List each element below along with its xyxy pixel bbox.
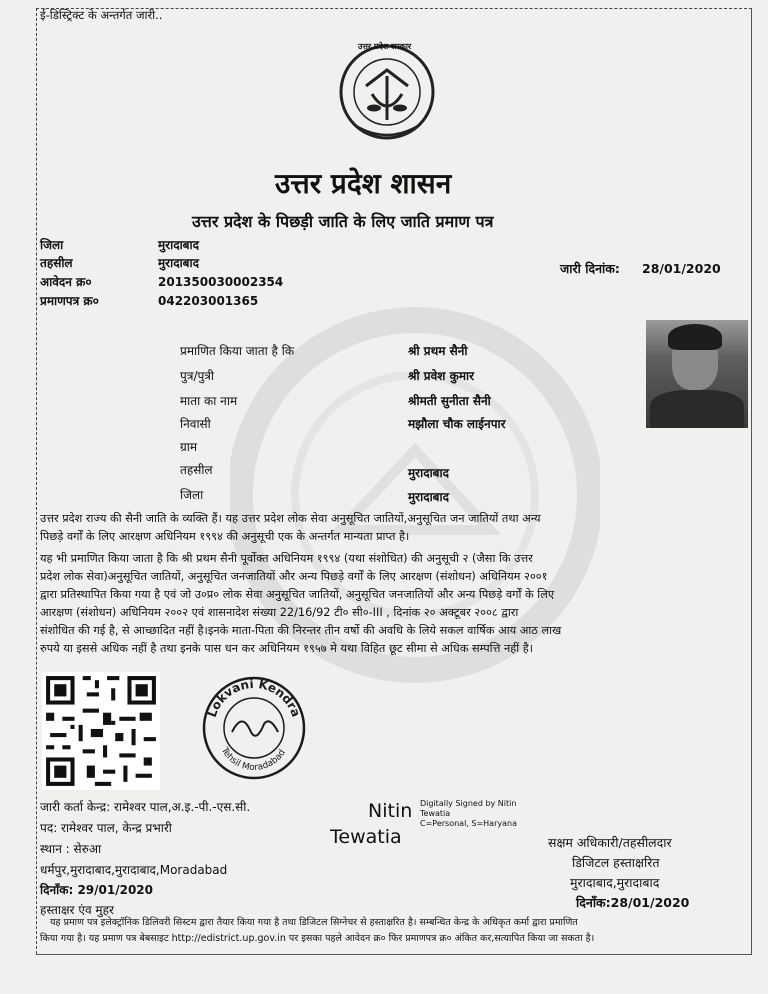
detail-label: तहसील [180,463,213,477]
stamp-top-text: Lokvani Kendra [204,676,304,720]
footer-line: यह प्रमाण पत्र इलेक्ट्रॉनिक डिलिवरी सिस्टम द्वारा तैयार किया गया है तथा डिजिटल सिग्नेचर से हस्ताक्षरित है। सम्बन्धित केन्द्र के अधिकृत कर्मा द्वारा प्रमाणित [50,917,578,928]
paragraph-line: उत्तर प्रदेश राज्य की सैनी जाति के व्यक्ति हैं। यह उत्तर प्रदेश लोक सेवा अनुसूचित जातियों,अनुसूचित जन जातियों तथा अन्य [40,512,541,525]
authority-digital-sign: डिजिटल हस्ताक्षरित [572,855,660,870]
page-border [751,8,752,954]
paragraph-line: संशोधित की गई है, से आच्छादित नहीं है।इनके माता-पिता की निरन्तर तीन वर्षो की अवधि के लिये सकल वार्षिक आय आठ लाख [40,624,562,637]
footer-line: किया गया है। यह प्रमाण पत्र बेबसाइट http://edistrict.up.gov.in पर इसका पहले आवेदन क्र० फिर प्रमाणपत्र क्र० अंकित कर,सत्यापित किया जा सकता है। [40,933,595,944]
application-number-label: आवेदन क्र० [40,275,92,289]
verification-footer [36,915,752,953]
issuing-center: जारी कर्ता केन्द्र: रामेश्वर पाल,अ.इ.-पी.-एस.सी. [40,800,251,814]
detail-label: माता का नाम [180,394,238,408]
issuer-signature-label: हस्ताक्षर एंव मुहर [40,903,114,917]
issuer-address: धर्मपुर,मुरादाबाद,मुरादाबाद,Moradabad [40,863,228,877]
tehsil-label: तहसील [40,256,73,270]
district-value: मुरादाबाद [158,238,200,252]
digital-signer-name: Nitin [368,800,413,822]
page-border [36,8,37,954]
digital-signer-surname: Tewatia [330,826,402,848]
top-note: ई-डिस्ट्रिक्ट के अन्तर्गत जारी.. [40,8,163,22]
authority-date: दिनाँक:28/01/2020 [576,895,690,910]
detail-label: प्रमाणित किया जाता है कि [180,344,295,358]
issuer-place: स्थान : सेरुआ [40,842,102,856]
certificate-number-value: 042203001365 [158,294,259,308]
svg-text:Tehsil Moradabad [218,745,288,773]
caste-paragraph [40,510,541,546]
stamp-bottom-text: Tehsil Moradabad [218,746,288,774]
paragraph-line: प्रदेश लोक सेवा)अनुसूचित जातियों, अनुसूचित जनजातियों और अन्य पिछड़े वर्गों के लिए आरक्षण (संशोधन) अधिनियम २००१ [40,570,548,583]
paragraph-line: आरक्षण (संशोधन) अधिनियम २००२ एवं शासनादेश संख्या 22/16/92 टी० सी०-III , दिनांक २० अक्टूबर २००८ द्वारा [40,606,519,619]
detail-value: मुरादाबाद [408,490,450,504]
issue-date-label: जारी दिनांक: [560,261,620,276]
detail-value: मुरादाबाद [408,466,450,480]
detail-label: जिला [180,488,204,502]
digital-signature-note: Digitally Signed by Nitin [420,799,517,808]
digital-signature-note: C=Personal, S=Haryana [420,819,517,828]
tehsil-value: मुरादाबाद [158,256,200,270]
detail-label: पुत्र/पुत्री [180,369,215,383]
qr-code-icon[interactable] [42,672,160,790]
detail-value: श्री प्रथम सैनी [408,344,468,358]
detail-label: ग्राम [180,440,198,454]
issue-date-value: 28/01/2020 [642,261,721,276]
document-subtitle: उत्तर प्रदेश के पिछड़ी जाति के लिए जाति प्रमाण पत्र [192,212,494,231]
issuer-post: पद: रामेश्वर पाल, केन्द्र प्रभारी [40,821,172,835]
issuer-date: दिनाँक: 29/01/2020 [40,883,154,897]
paragraph-line: रुपये या इससे अधिक नहीं है तथा इनके पास धन कर अधिनियम १९५७ मे यथा विहित छूट सीमा से अधिक सम्पत्ति नहीं है। [40,642,534,655]
paragraph-line: यह भी प्रमाणित किया जाता है कि श्री प्रथम सैनी पूर्वोक्त अधिनियम १९९४ (यथा संशोधित) की अनुसूची २ (जैसा कि उत्तर [40,552,533,565]
emblem-text: उत्तर प्रदेश सरकार [358,42,412,51]
certificate-number-label: प्रमाणपत्र क्र० [40,294,99,308]
digital-signature-note: Tewatia [420,809,451,818]
district-label: जिला [40,238,64,252]
paragraph-line: द्वारा प्रतिस्थापित किया गया है एवं जो उ०प्र० लोक सेवा अनुसूचित जातियों, अनुसूचित जनजातियों और अन्य पिछड़े वर्गों के लिए [40,588,555,601]
authority-location: मुरादाबाद,मुरादाबाद [570,875,660,890]
detail-value: मझौला चौक लाईनपार [408,417,506,431]
detail-value: श्रीमती सुनीता सैनी [408,394,491,408]
paragraph-line: पिछड़े वर्गों के लिए आरक्षण अधिनियम १९९४ की अनुसूची एक के अन्तर्गत मान्यता प्राप्त है। [40,530,410,543]
detail-label: निवासी [180,417,211,431]
detail-value: श्री प्रवेश कुमार [408,369,475,383]
application-number-value: 201350030002354 [158,275,284,289]
creamy-layer-paragraph [40,550,561,658]
applicant-photo [646,320,748,428]
lokvani-stamp-icon [198,672,310,784]
authority-title: सक्षम अधिकारी/तहसीलदार [548,835,672,850]
page-border [36,954,752,955]
document-title: उत्तर प्रदेश शासन [275,167,452,200]
